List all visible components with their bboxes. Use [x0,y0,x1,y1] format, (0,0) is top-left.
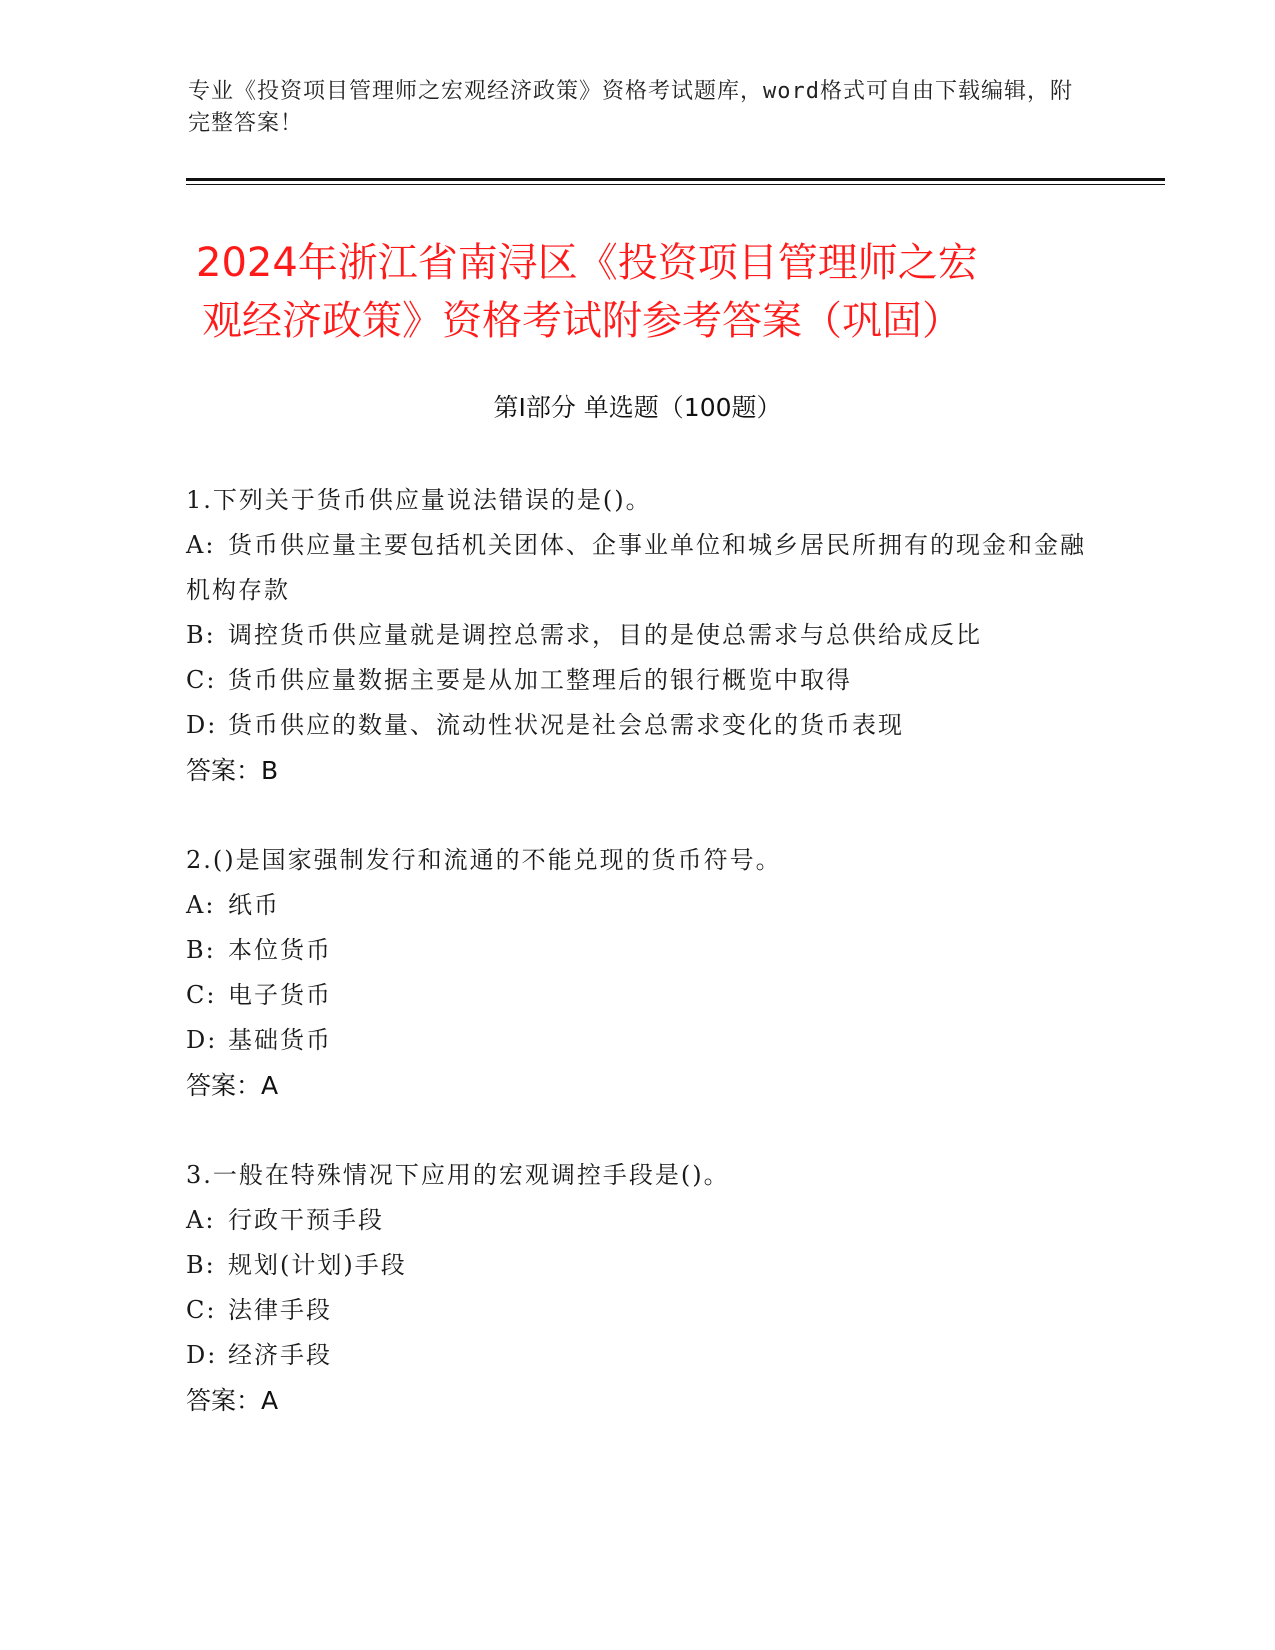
option-key: D: [186,711,218,739]
option-text: 调控货币供应量就是调控总需求，目的是使总需求与总供给成反比 [228,621,982,649]
option-text: 货币供应量主要包括机关团体、企事业单位和城乡居民所拥有的现金和金融机构存款 [186,531,1086,604]
section-heading: 第Ⅰ部分 单选题（100题） [493,393,782,422]
question-list [186,478,1086,1468]
option-text: 货币供应的数量、流动性状况是社会总需求变化的货币表现 [228,711,904,739]
option-key: A: [186,891,216,919]
answer: 答案：B [186,756,279,785]
option-key: C: [186,981,217,1009]
option-d [186,1333,1086,1378]
option-text: 规划(计划)手段 [228,1251,407,1279]
header-rule-thin [186,184,1165,185]
option-key: C: [186,666,217,694]
option-key: D: [186,1341,218,1369]
option-key: B: [186,936,216,964]
option-b [186,1243,1086,1288]
option-b [186,613,1086,658]
answer: 答案：A [186,1071,279,1100]
option-text: 法律手段 [228,1296,332,1324]
option-a [186,883,1086,928]
option-a [186,523,1086,613]
option-a [186,1198,1086,1243]
option-text: 行政干预手段 [228,1206,384,1234]
question-2 [186,838,1086,1109]
question-stem: 2.()是国家强制发行和流通的不能兑现的货币符号。 [186,846,782,874]
option-text: 电子货币 [228,981,332,1009]
option-text: 经济手段 [228,1341,332,1369]
option-key: B: [186,1251,216,1279]
option-key: C: [186,1296,217,1324]
title-line-2: 观经济政策》资格考试附参考答案（巩固） [202,298,962,344]
option-key: D: [186,1026,218,1054]
header-rule-thick [186,178,1165,181]
question-3 [186,1153,1086,1424]
title-line-1: 2024年浙江省南浔区《投资项目管理师之宏 [196,240,978,286]
question-stem: 1.下列关于货币供应量说法错误的是()。 [186,486,652,514]
option-c [186,1288,1086,1333]
document-title [196,234,1096,350]
option-d [186,703,1086,748]
option-text: 本位货币 [228,936,332,964]
option-c [186,973,1086,1018]
option-c [186,658,1086,703]
header-note: 专业《投资项目管理师之宏观经济政策》资格考试题库，word格式可自由下载编辑，附完整答案！ [188,79,1073,136]
option-text: 货币供应量数据主要是从加工整理后的银行概览中取得 [228,666,852,694]
option-key: B: [186,621,216,649]
answer: 答案：A [186,1386,279,1415]
option-key: A: [186,1206,216,1234]
option-d [186,1018,1086,1063]
option-text: 纸币 [228,891,280,919]
question-1 [186,478,1086,794]
option-b [186,928,1086,973]
question-stem: 3.一般在特殊情况下应用的宏观调控手段是()。 [186,1161,730,1189]
option-key: A: [186,531,216,559]
option-text: 基础货币 [228,1026,332,1054]
